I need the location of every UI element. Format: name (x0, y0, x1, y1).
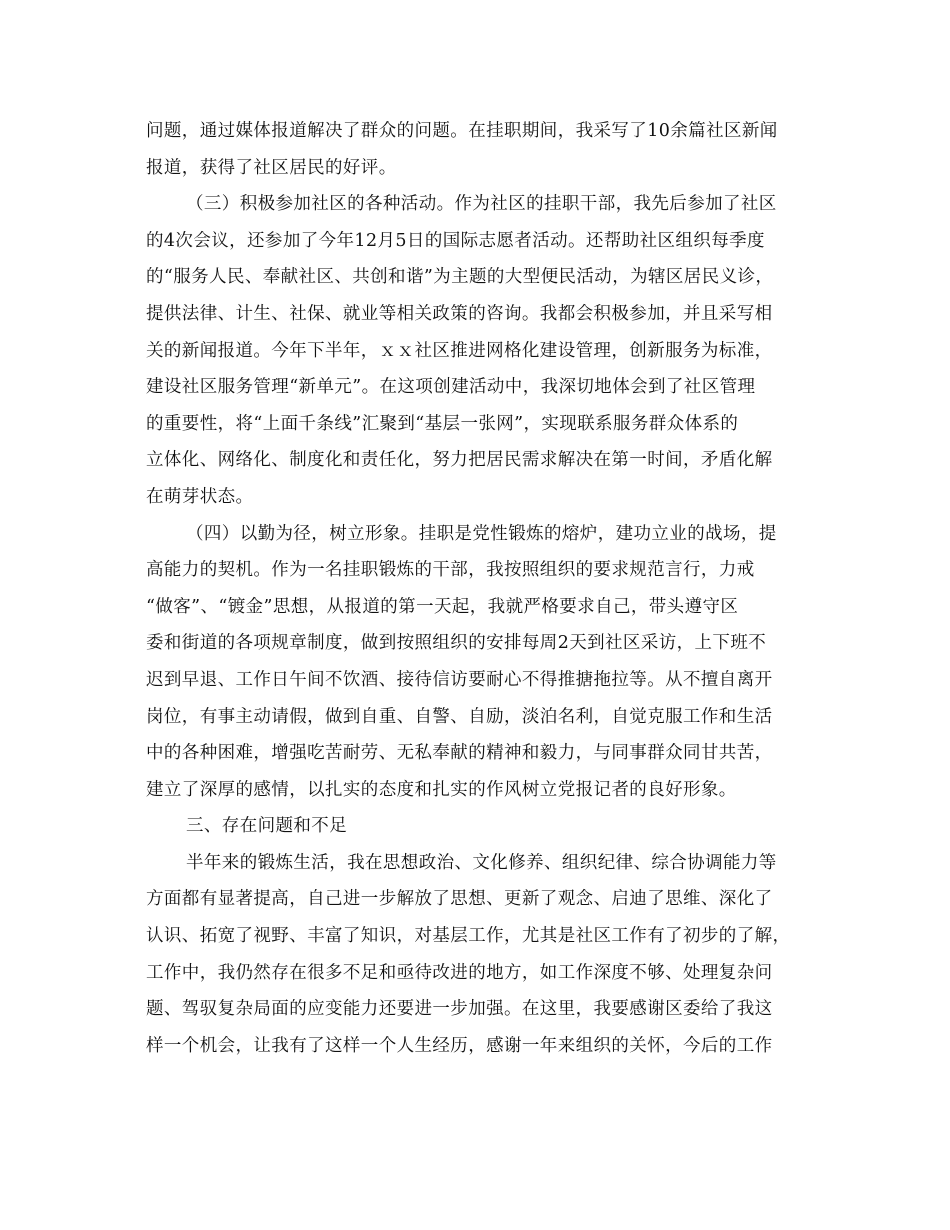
text-line: 迟到早退、工作日午间不饮酒、接待信访要耐心不得推搪拖拉等。从不擅自离开 (146, 669, 773, 690)
text-line: 认识、拓宽了视野、丰富了知识，对基层工作，尤其是社区工作有了初步的了解， (146, 926, 791, 947)
text-line: 问题，通过媒体报道解决了群众的问题。在挂职期间，我采写了10余篇社区新闻 (146, 121, 778, 141)
text-line: 中的各种困难，增强吃苦耐劳、无私奉献的精神和毅力，与同事群众同甘共苦， (146, 743, 773, 764)
text-line: 半年来的锻炼生活，我在思想政治、文化修养、组织纪律、综合协调能力等 (186, 852, 777, 873)
text-line: 建设社区服务管理“新单元”。在这项创建活动中，我深切地体会到了社区管理 (146, 377, 756, 398)
text-line: 提供法律、计生、社保、就业等相关政策的咨询。我都会积极参加，并且采写相 (146, 303, 773, 324)
text-line: 岗位，有事主动请假，做到自重、自警、自励，淡泊名利，自觉克服工作和生活 (146, 706, 773, 727)
text-line: 报道，获得了社区居民的好评。 (146, 157, 397, 178)
text-line: 工作中，我仍然存在很多不足和亟待改进的地方，如工作深度不够、处理复杂问 (146, 962, 773, 983)
text-line: 在萌芽状态。 (146, 486, 254, 507)
text-line: 的4次会议，还参加了今年12月5日的国际志愿者活动。还帮助社区组织每季度 (146, 230, 765, 251)
text-line: 的“服务人民、奉献社区、共创和谐”为主题的大型便民活动，为辖区居民义诊， (146, 267, 774, 288)
document-body (146, 113, 806, 1064)
text-line: 立体化、网络化、制度化和责任化，努力把居民需求解决在第一时间，矛盾化解 (146, 450, 773, 471)
text-line: 样一个机会，让我有了这样一个人生经历，感谢一年来组织的关怀，今后的工作 (146, 1035, 773, 1056)
text-line: 建立了深厚的感情，以扎实的态度和扎实的作风树立党报记者的良好形象。 (146, 779, 737, 800)
text-line: （四）以勤为径，树立形象。挂职是党性锻炼的熔炉，建功立业的战场，提 (186, 523, 777, 544)
text-line: 题、驾驭复杂局面的应变能力还要进一步加强。在这里，我要感谢区委给了我这 (146, 999, 773, 1020)
text-line: 高能力的契机。作为一名挂职锻炼的干部，我按照组织的要求规范言行，力戒 (146, 560, 755, 581)
text-line: （三）积极参加社区的各种活动。作为社区的挂职干部，我先后参加了社区 (186, 194, 777, 215)
text-line: 委和街道的各项规章制度，做到按照组织的安排每周2天到社区采访，上下班不 (146, 633, 767, 654)
text-line: 方面都有显著提高，自己进一步解放了思想、更新了观念、启迪了思维、深化了 (146, 889, 773, 910)
text-line: 关的新闻报道。今年下半年，ｘｘ社区推进网格化建设管理，创新服务为标准， (146, 340, 773, 361)
section-heading: 三、存在问题和不足 (186, 816, 348, 837)
text-line: 的重要性，将“上面千条线”汇聚到“基层一张网”，实现联系服务群众体系的 (146, 413, 739, 434)
text-line: “做客”、“镀金”思想，从报道的第一天起，我就严格要求自己，带头遵守区 (146, 596, 739, 617)
